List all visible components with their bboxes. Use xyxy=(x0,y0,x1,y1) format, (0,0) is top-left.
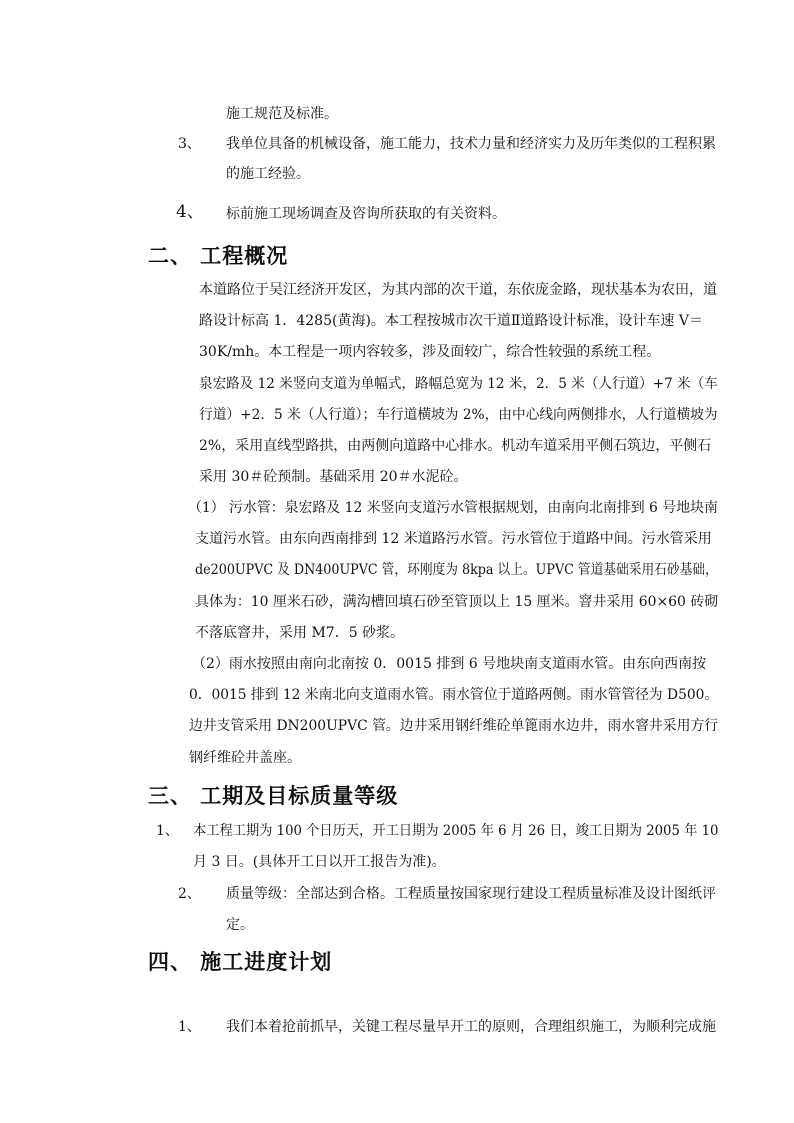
paragraph-line: （2）雨水按照由南向北南按 0．0015 排到 6 号地块南支道雨水管。由东向西南按 xyxy=(192,656,707,672)
list-number: 1、 xyxy=(178,1019,201,1035)
intro-line: 施工规范及标准。 xyxy=(226,106,338,122)
list-item-text: 质量等级：全部达到合格。工程质量按国家现行建设工程质量标准及设计图纸评 xyxy=(226,886,716,902)
paragraph-line: 采用 30＃砼预制。基础采用 20＃水泥砼。 xyxy=(199,469,468,485)
paragraph-line: 0．0015 排到 12 米南北向支道雨水管。雨水管位于道路两侧。雨水管管径为 D500。 xyxy=(189,687,719,703)
paragraph-line: 30K/mh。本工程是一项内容较多，涉及面较广，综合性较强的系统工程。 xyxy=(199,344,661,360)
paragraph-line: 2%，采用直线型路拱，由两侧向道路中心排水。机动车道采用平侧石筑边，平侧石 xyxy=(199,438,712,454)
section-heading: 二、 工程概况 xyxy=(148,244,289,268)
list-item-text: 定。 xyxy=(226,917,254,933)
list-item-text: 本工程工期为 100 个日历天，开工日期为 2005 年 6 月 26 日，竣工日期为 2005 年 10 xyxy=(193,823,719,839)
list-item-text: 标前施工现场调查及咨询所获取的有关资料。 xyxy=(226,206,506,222)
paragraph-line: 边井支管采用 DN200UPVC 管。边井采用钢纤维砼单篦雨水边井，雨水窨井采用方行 xyxy=(189,718,719,734)
section-heading: 四、 施工进度计划 xyxy=(148,950,333,974)
paragraph-line: 行道）+2．5 米（人行道）；车行道横坡为 2%，由中心线向两侧排水，人行道横坡为 xyxy=(199,407,718,423)
list-item-text: 的施工经验。 xyxy=(226,166,310,182)
paragraph-line: （1） 污水管：泉宏路及 12 米竖向支道污水管根据规划，由南向北南排到 6 号地块南 xyxy=(188,500,718,516)
list-item-text: 我单位具备的机械设备，施工能力，技术力量和经济实力及历年类似的工程积累 xyxy=(226,136,716,152)
list-item-text: 我们本着抢前抓早，关键工程尽量早开工的原则，合理组织施工，为顺利完成施 xyxy=(226,1019,716,1035)
paragraph-line: 钢纤维砼井盖座。 xyxy=(189,750,301,766)
paragraph-line: 具体为：10 厘米石砂，满沟槽回填石砂至管顶以上 15 厘米。窨井采用 60×60 砖砌 xyxy=(195,594,719,610)
list-number: 4、 xyxy=(176,202,204,222)
list-item-text: 月 3 日。(具体开工日以开工报告为准)。 xyxy=(193,854,446,870)
paragraph-line: 路设计标高 1．4285(黄海)。本工程按城市次干道Ⅱ道路设计标准，设计车速 V＝ xyxy=(199,313,703,329)
section-heading: 三、 工期及目标质量等级 xyxy=(148,784,399,808)
list-number: 2、 xyxy=(178,886,201,902)
list-number: 1、 xyxy=(156,823,179,839)
paragraph-line: de200UPVC 及 DN400UPVC 管，环刚度为 8kpa 以上。UPVC 管道基础采用石砂基础， xyxy=(195,562,718,578)
paragraph-line: 不落底窨井，采用 M7．5 砂浆。 xyxy=(195,625,405,641)
paragraph-line: 本道路位于吴江经济开发区，为其内部的次干道，东依庞金路，现状基本为农田，道 xyxy=(199,282,717,298)
paragraph-line: 泉宏路及 12 米竖向支道为单幅式，路幅总宽为 12 米，2．5 米（人行道）+7 米（车 xyxy=(199,376,718,392)
paragraph-line: 支道污水管。由东向西南排到 12 米道路污水管。污水管位于道路中间。污水管采用 xyxy=(195,531,712,547)
list-number: 3、 xyxy=(178,136,201,152)
